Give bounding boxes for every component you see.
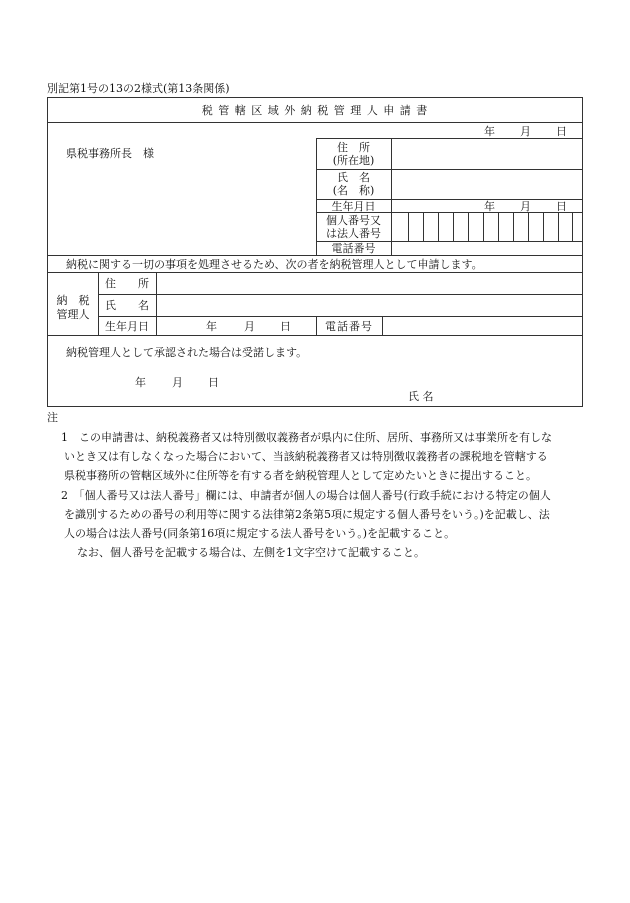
manager-birth-month: 月: [244, 320, 255, 333]
row-line: [98, 294, 582, 295]
digit-box: [408, 212, 409, 241]
date-day: 日: [556, 125, 567, 138]
manager-name-label: 氏 名: [105, 299, 149, 312]
request-statement: 納税に関する一切の事項を処理させるため、次の者を納税管理人として申請します。: [66, 258, 483, 271]
col-line: [156, 272, 157, 335]
row-line: [316, 169, 582, 170]
note-line: なお、個人番号を記載する場合は、左側を1文字空けて記載すること。: [77, 546, 425, 559]
acceptance-month: 月: [172, 376, 183, 389]
acceptance-day: 日: [208, 376, 219, 389]
digit-box: [572, 212, 573, 241]
note-line: 人の場合は法人番号(同条第16項に規定する法人番号をいう。)を記載すること。: [64, 527, 456, 540]
note-line: 県税事務所の管轄区域外に住所等を有する者を納税管理人として定めたいときに提出すること。: [64, 469, 537, 482]
digit-box: [543, 212, 544, 241]
note-line: 2 「個人番号又は法人番号」欄には、申請者が個人の場合は個人番号(行政手続における特定の個人: [61, 489, 551, 502]
acceptance-statement: 納税管理人として承認された場合は受諾します。: [66, 346, 308, 359]
applicant-divider: [48, 255, 582, 256]
title-divider: [48, 122, 582, 123]
addressee: 県税事務所長 様: [66, 147, 154, 160]
row-line: [98, 316, 582, 317]
manager-section-label: 納 税: [56, 294, 90, 307]
manager-birth-label: 生年月日: [105, 320, 149, 333]
digit-box: [438, 212, 439, 241]
applicant-id-label: 個人番号又: [326, 214, 381, 227]
digit-box: [453, 212, 454, 241]
manager-birth-day: 日: [280, 320, 291, 333]
col-line: [391, 138, 392, 255]
applicant-name-label: 氏 名: [337, 171, 370, 184]
digit-box: [513, 212, 514, 241]
applicant-phone-label: 電話番号: [331, 242, 376, 255]
applicant-id-label-sub: は法人番号: [326, 227, 381, 240]
digit-box: [528, 212, 529, 241]
applicant-birth-month: 月: [520, 200, 531, 213]
manager-phone-label: 電話番号: [325, 320, 373, 333]
applicant-address-label: 住 所: [337, 141, 370, 154]
note-line: を識別するための番号の利用等に関する法律第2条第5項に規定する個人番号をいう。)を記載し、法: [64, 508, 550, 521]
digit-box: [498, 212, 499, 241]
note-line: いとき又は有しなくなった場合において、当該納税義務者又は特別徴収義務者の課税地を管轄する: [64, 450, 548, 463]
manager-divider: [48, 335, 582, 336]
manager-section-label-sub: 管理人: [56, 308, 90, 321]
notes-heading: 注: [47, 411, 58, 424]
applicant-address-label-sub: (所在地): [332, 154, 375, 167]
applicant-birth-year: 年: [484, 200, 495, 213]
manager-address-label: 住 所: [105, 277, 149, 290]
manager-birth-year: 年: [206, 320, 217, 333]
statement-divider: [48, 272, 582, 273]
note-line: 1 この申請書は、納税義務者又は特別徴収義務者が県内に住所、居所、事務所又は事業所を有しな: [61, 431, 552, 444]
acceptance-year: 年: [135, 376, 146, 389]
col-line: [382, 316, 383, 335]
digit-box: [483, 212, 484, 241]
applicant-birth-day: 日: [556, 200, 567, 213]
digit-box: [468, 212, 469, 241]
applicant-birth-label: 生年月日: [331, 200, 376, 213]
application-form: [47, 97, 583, 407]
acceptance-name-label: 氏 名: [408, 390, 434, 403]
applicant-name-label-sub: (名 称): [332, 184, 375, 197]
form-title: 税 管 轄 区 域 外 納 税 管 理 人 申 請 書: [201, 104, 429, 117]
digit-box: [558, 212, 559, 241]
date-year: 年: [484, 125, 495, 138]
row-line: [316, 138, 582, 139]
form-caption: 別記第1号の13の2様式(第13条関係): [47, 82, 230, 95]
date-month: 月: [520, 125, 531, 138]
digit-box: [423, 212, 424, 241]
